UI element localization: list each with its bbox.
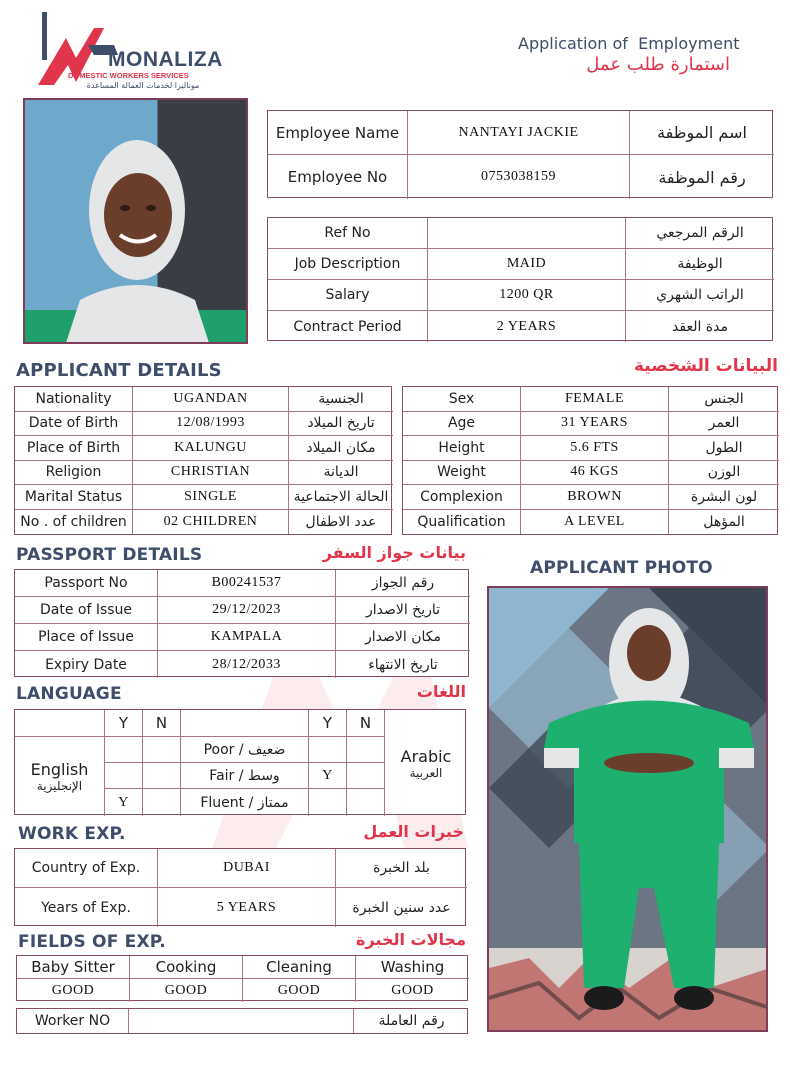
cleaning-label: Cleaning — [243, 956, 356, 979]
weight-arabic: الوزن — [669, 461, 779, 486]
english-yes-header: Y — [105, 710, 143, 737]
age-label: Age — [403, 412, 521, 437]
fields-exp-heading-arabic: مجالات الخبرة — [356, 930, 466, 949]
marital-status-value: SINGLE — [133, 485, 289, 510]
passport-no-label: Passport No — [15, 570, 158, 597]
work-exp-heading: WORK EXP. — [18, 824, 126, 844]
cleaning-value: GOOD — [243, 979, 356, 1002]
arabic-language-label: Arabic — [400, 746, 452, 766]
language-table — [14, 709, 466, 815]
language-heading-arabic: اللغات — [416, 682, 466, 701]
religion-arabic: الديانة — [289, 461, 393, 486]
applicant-full-photo — [487, 586, 768, 1032]
place-of-issue-label: Place of Issue — [15, 624, 158, 651]
employee-no-label: Employee No — [268, 155, 408, 199]
worker-no-arabic: رقم العاملة — [378, 1013, 445, 1029]
cooking-label: Cooking — [130, 956, 243, 979]
religion-label: Religion — [15, 461, 133, 486]
marital-status-label: Marital Status — [15, 485, 133, 510]
arabic-no-header: N — [347, 710, 385, 737]
employee-name-label: Employee Name — [268, 111, 408, 155]
arabic-fluent-yes — [309, 789, 347, 816]
job-description-arabic: الوظيفة — [626, 249, 774, 280]
language-heading: LANGUAGE — [16, 684, 122, 704]
washing-label: Washing — [356, 956, 469, 979]
years-of-exp-label: Years of Exp. — [15, 888, 158, 927]
form-title: Application of Employment — [518, 34, 740, 53]
arabic-fluent-no — [347, 789, 385, 816]
height-arabic: الطول — [669, 436, 779, 461]
sex-label: Sex — [403, 387, 521, 412]
date-of-birth-value: 12/08/1993 — [133, 412, 289, 437]
religion-value: CHRISTIAN — [133, 461, 289, 486]
qualification-arabic: المؤهل — [703, 513, 745, 530]
expiry-date-label: Expiry Date — [15, 651, 158, 678]
passport-no-value: B00241537 — [158, 570, 336, 597]
weight-label: Weight — [403, 461, 521, 486]
arabic-fair-no — [347, 763, 385, 789]
country-of-exp-value: DUBAI — [158, 849, 336, 888]
logo-subtitle-arabic: موناليزا لخدمات العمالة المساعدة — [86, 81, 200, 90]
contract-period-label: Contract Period — [268, 311, 428, 342]
children-label: No . of children — [15, 510, 133, 535]
passport-heading-arabic: بيانات جواز السفر — [322, 543, 466, 562]
sex-value: FEMALE — [521, 387, 669, 412]
worker-no-table — [16, 1008, 468, 1034]
english-poor-yes — [105, 737, 143, 763]
marital-status-arabic: الحالة الاجتماعية — [289, 485, 393, 510]
applicant-photo-heading: APPLICANT PHOTO — [530, 558, 713, 578]
height-label: Height — [403, 436, 521, 461]
fields-exp-heading: FIELDS OF EXP. — [18, 932, 166, 952]
english-fluent-no — [143, 789, 181, 816]
employee-table — [267, 110, 773, 198]
children-value: 02 CHILDREN — [133, 510, 289, 535]
logo-subtitle: DOMESTIC WORKERS SERVICES — [68, 71, 189, 80]
job-description-value: MAID — [428, 249, 626, 280]
place-of-issue-arabic: مكان الاصدار — [336, 624, 470, 651]
height-value: 5.6 FTS — [521, 436, 669, 461]
applicant-right-table — [402, 386, 778, 535]
age-arabic: العمر — [669, 412, 779, 437]
employee-no-value: 0753038159 — [408, 155, 630, 199]
applicant-details-heading-arabic: البيانات الشخصية — [633, 356, 778, 376]
expiry-date-value: 28/12/2033 — [158, 651, 336, 678]
ref-no-value — [428, 218, 626, 249]
arabic-fair-yes: Y — [309, 763, 347, 789]
date-of-issue-value: 29/12/2023 — [158, 597, 336, 624]
qualification-value: A LEVEL — [521, 510, 669, 535]
english-language-label-arabic: الإنجليزية — [36, 779, 83, 793]
place-of-birth-label: Place of Birth — [15, 436, 133, 461]
arabic-poor-yes — [309, 737, 347, 763]
baby-sitter-value: GOOD — [17, 979, 130, 1002]
level-header — [181, 710, 309, 737]
contract-period-value: 2 YEARS — [428, 311, 626, 342]
logo-name: MONALIZA — [108, 48, 223, 71]
level-poor: Poor / ضعيف — [181, 737, 309, 763]
date-of-issue-label: Date of Issue — [15, 597, 158, 624]
job-description-label: Job Description — [268, 249, 428, 280]
years-of-exp-value: 5 YEARS — [158, 888, 336, 927]
passport-no-arabic: رقم الجواز — [336, 570, 470, 597]
complexion-arabic: لون البشرة — [669, 485, 779, 510]
contract-period-arabic: مدة العقد — [672, 318, 728, 335]
washing-value: GOOD — [391, 982, 434, 998]
work-exp-heading-arabic: خبرات العمل — [363, 822, 464, 841]
job-table — [267, 217, 773, 341]
passport-heading: PASSPORT DETAILS — [16, 545, 203, 565]
arabic-yes-header: Y — [309, 710, 347, 737]
english-fluent-yes: Y — [105, 789, 143, 816]
ref-no-label: Ref No — [268, 218, 428, 249]
english-fair-no — [143, 763, 181, 789]
arabic-poor-no — [347, 737, 385, 763]
complexion-label: Complexion — [403, 485, 521, 510]
language-corner — [15, 710, 105, 737]
nationality-value: UGANDAN — [133, 387, 289, 412]
nationality-arabic: الجنسية — [289, 387, 393, 412]
english-language-label: English — [30, 760, 89, 779]
qualification-label: Qualification — [403, 510, 521, 535]
fields-exp-table — [16, 955, 468, 1001]
salary-label: Salary — [268, 280, 428, 311]
country-of-exp-label: Country of Exp. — [15, 849, 158, 888]
english-poor-no — [143, 737, 181, 763]
salary-value: 1200 QR — [428, 280, 626, 311]
salary-arabic: الراتب الشهري — [626, 280, 774, 311]
level-fair: Fair / وسط — [181, 763, 309, 789]
work-exp-table — [14, 848, 466, 926]
arabic-language-label-arabic: العربية — [409, 765, 443, 780]
applicant-portrait — [23, 98, 248, 344]
date-of-birth-arabic: تاريخ الميلاد — [289, 412, 393, 437]
place-of-birth-arabic: مكان الميلاد — [289, 436, 393, 461]
country-of-exp-arabic: بلد الخبرة — [336, 849, 467, 888]
complexion-value: BROWN — [521, 485, 669, 510]
place-of-issue-value: KAMPALA — [158, 624, 336, 651]
employee-name-arabic: اسم الموظفة — [630, 111, 774, 155]
worker-no-value — [129, 1009, 354, 1033]
level-fluent: Fluent / ممتاز — [181, 789, 309, 816]
nationality-label: Nationality — [15, 387, 133, 412]
expiry-date-arabic: تاريخ الانتهاء — [368, 656, 438, 673]
employee-name-value: NANTAYI JACKIE — [408, 111, 630, 155]
baby-sitter-label: Baby Sitter — [17, 956, 130, 979]
form-title-arabic: استمارة طلب عمل — [586, 54, 730, 75]
sex-arabic: الجنس — [669, 387, 779, 412]
place-of-birth-value: KALUNGU — [133, 436, 289, 461]
passport-table — [14, 569, 469, 677]
worker-no-label: Worker NO — [17, 1009, 129, 1033]
age-value: 31 YEARS — [521, 412, 669, 437]
company-logo — [38, 10, 238, 90]
children-arabic: عدد الاطفال — [305, 513, 377, 530]
ref-no-arabic: الرقم المرجعي — [626, 218, 774, 249]
english-no-header: N — [143, 710, 181, 737]
cooking-value: GOOD — [130, 979, 243, 1002]
years-of-exp-arabic: عدد سنين الخبرة — [352, 899, 451, 916]
english-fair-yes — [105, 763, 143, 789]
date-of-birth-label: Date of Birth — [15, 412, 133, 437]
applicant-details-heading: APPLICANT DETAILS — [16, 360, 222, 381]
arabic-language-cell — [385, 710, 467, 816]
date-of-issue-arabic: تاريخ الاصدار — [336, 597, 470, 624]
applicant-left-table — [14, 386, 392, 535]
english-language-cell — [15, 737, 105, 816]
employee-no-arabic: رقم الموظفة — [658, 167, 746, 187]
weight-value: 46 KGS — [521, 461, 669, 486]
